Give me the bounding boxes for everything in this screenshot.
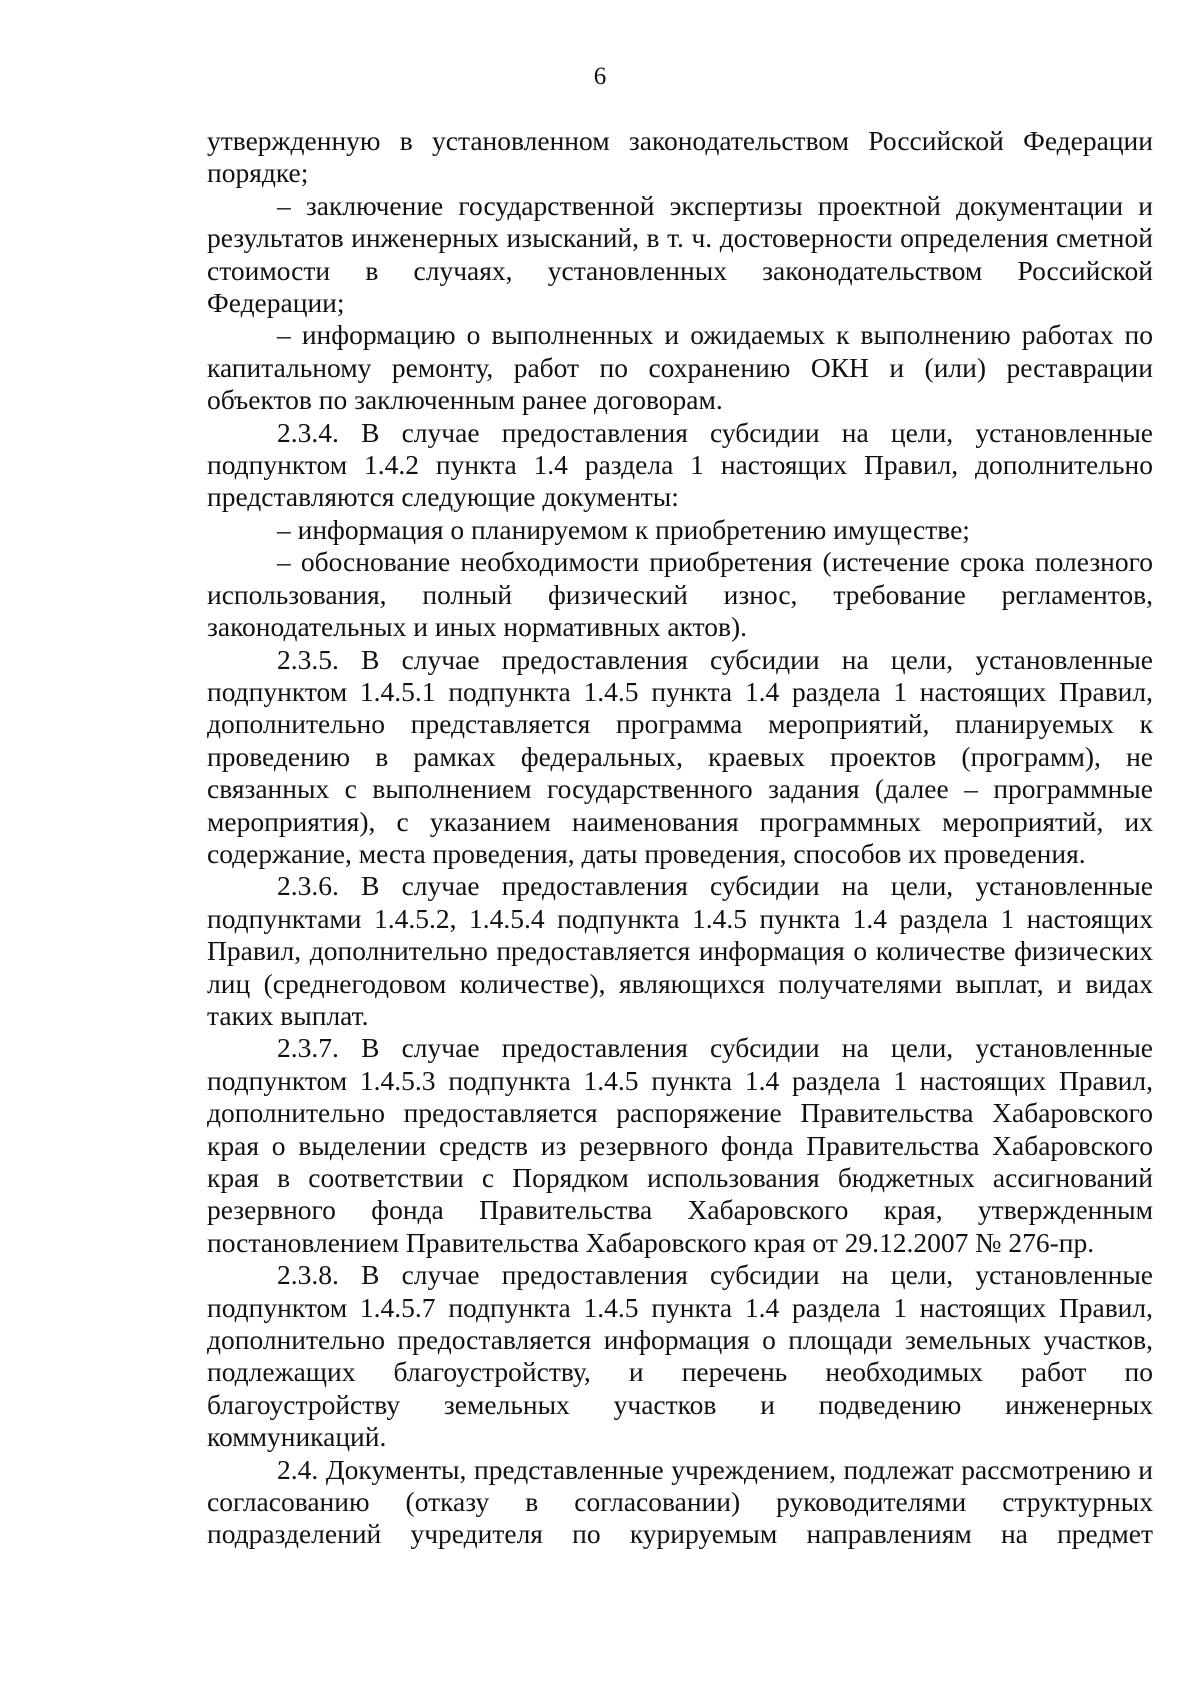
paragraph-2-3-4: 2.3.4. В случае предоставления субсидии на цели, установленные подпунктом 1.4.2 пункта 1.4 раздела 1 настоящих Правил, дополнительно представляются следующие документы: [207,416,1153,513]
paragraph-2-3-8: 2.3.8. В случае предоставления субсидии на цели, установленные подпунктом 1.4.5.7 подпункта 1.4.5 пункта 1.4 раздела 1 настоящих Правил, дополнительно предоставляется информация о площади земельных участков, подлежащих благоустройству, и перечень необходимых работ по благоустройству земельных участков и подведению инженерных коммуникаций. [207,1259,1153,1453]
paragraph-2: – заключение государственной экспертизы проектной документации и результатов инженерных изысканий, в т. ч. достоверности определения сметной стоимости в случаях, установленных законодательством Российской Федерации; [207,189,1153,319]
paragraph-2-3-5: 2.3.5. В случае предоставления субсидии на цели, установленные подпунктом 1.4.5.1 подпункта 1.4.5 пункта 1.4 раздела 1 настоящих Правил, дополнительно представляется программа мероприятий, планируемых к проведению в рамках федеральных, краевых проектов (программ), не связанных с выполнением государственного задания (далее – программные мероприятия), с указанием наименования программных мероприятий, их содержание, места проведения, даты проведения, способов их проведения. [207,643,1153,869]
paragraph-5: – информация о планируемом к приобретению имуществе; [277,513,970,545]
paragraph-3: – информацию о выполненных и ожидаемых к выполнению работах по капитальному ремонту, работ по сохранению ОКН и (или) реставрации объектов по заключенным ранее договорам. [207,319,1153,416]
page-number: 6 [593,63,607,90]
paragraph-6: – обоснование необходимости приобретения (истечение срока полезного использования, полный физический износ, требование регламентов, законодательных и иных нормативных актов). [207,546,1153,643]
paragraph-2-3-6: 2.3.6. В случае предоставления субсидии на цели, установленные подпунктами 1.4.5.2, 1.4.5.4 подпункта 1.4.5 пункта 1.4 раздела 1 настоящих Правил, дополнительно предоставляется информация о количестве физических лиц (среднегодовом количестве), являющихся получателями выплат, и видах таких выплат. [207,870,1153,1031]
paragraph-2-4: 2.4. Документы, представленные учреждением, подлежат рассмотрению и согласованию (отказу в согласовании) руководителями структурных подразделений учредителя по курируемым направлениям на предмет [207,1453,1153,1550]
paragraph-2-3-7: 2.3.7. В случае предоставления субсидии на цели, установленные подпунктом 1.4.5.3 подпункта 1.4.5 пункта 1.4 раздела 1 настоящих Правил, дополнительно предоставляется распоряжение Правительства Хабаровского края о выделении средств из резервного фонда Правительства Хабаровского края в соответствии с Порядком использования бюджетных ассигнований резервного фонда Правительства Хабаровского края, утвержденным постановлением Правительства Хабаровского края от 29.12.2007 № 276-пр. [207,1032,1153,1258]
document-body [207,125,1153,1551]
paragraph-1: утвержденную в установленном законодательством Российской Федерации порядке; [207,125,1153,189]
